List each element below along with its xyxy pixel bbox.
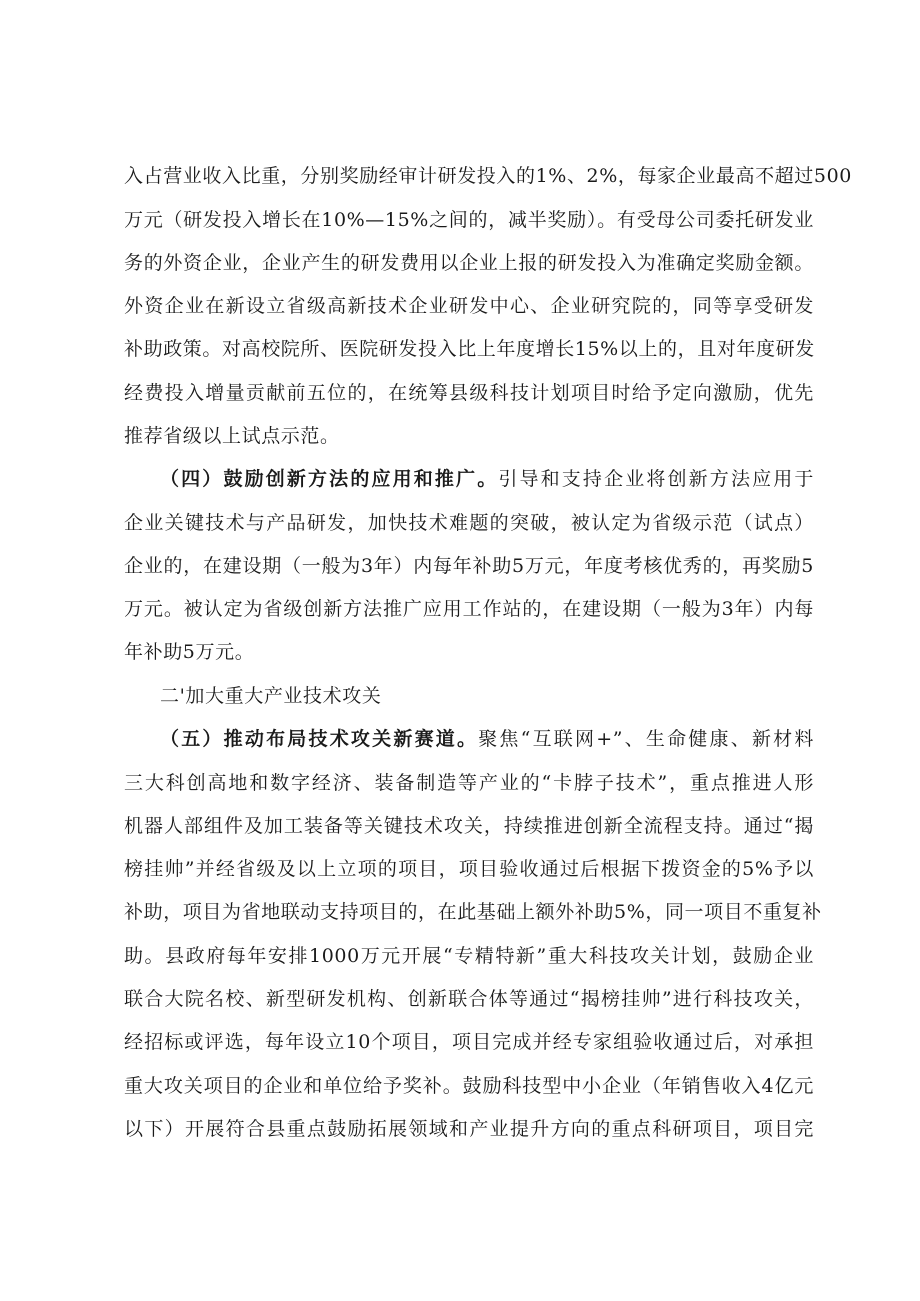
text-line: 三大科创高地和数字经济、装备制造等产业的“卡脖子技术”，重点推进人形 xyxy=(124,772,814,794)
text-line: 入占营业收入比重，分别奖励经审计研发投入的1%、2%，每家企业最高不超过500 xyxy=(124,165,852,187)
text-line: 企业关键技术与产品研发，加快技术难题的突破，被认定为省级示范（试点） xyxy=(124,512,814,534)
text-line: 联合大院名校、新型研发机构、创新联合体等通过“揭榜挂帅”进行科技攻关， xyxy=(124,988,814,1010)
section-4-first-text: 引导和支持企业将创新方法应用于 xyxy=(498,468,814,490)
section-5-heading: （五）推动布局技术攻关新赛道。 xyxy=(160,728,479,750)
text-line: 经费投入增量贡献前五位的，在统筹县级科技计划项目时给予定向激励，优先 xyxy=(124,382,814,404)
text-line: 以下）开展符合县重点鼓励拓展领域和产业提升方向的重点科研项目，项目完 xyxy=(124,1118,814,1140)
text-line: 补助政策。对高校院所、医院研发投入比上年度增长15%以上的，且对年度研发 xyxy=(124,338,815,360)
section-5-first-line xyxy=(160,727,814,751)
text-line: 万元（研发投入增长在10%—15%之间的，减半奖励）。有受母公司委托研发业 xyxy=(124,209,814,231)
part-2-heading: 二'加大重大产业技术攻关 xyxy=(160,685,382,707)
text-line: 经招标或评选，每年设立10个项目，项目完成并经专家组验收通过后，对承担 xyxy=(124,1031,814,1053)
text-line: 务的外资企业，企业产生的研发费用以企业上报的研发投入为准确定奖励金额。 xyxy=(124,252,814,274)
text-line: 重大攻关项目的企业和单位给予奖补。鼓励科技型中小企业（年销售收入4亿元 xyxy=(124,1075,814,1097)
text-line: 万元。被认定为省级创新方法推广应用工作站的，在建设期（一般为3年）内每 xyxy=(124,598,814,620)
text-line: 推荐省级以上试点示范。 xyxy=(124,425,340,447)
section-4-heading: （四）鼓励创新方法的应用和推广。 xyxy=(160,468,499,490)
text-line: 榜挂帅”并经省级及以上立项的项目，项目验收通过后根据下拨资金的5%予以 xyxy=(124,858,814,880)
text-line: 助。县政府每年安排1000万元开展“专精特新”重大科技攻关计划，鼓励企业 xyxy=(124,945,814,967)
text-line: 外资企业在新设立省级高新技术企业研发中心、企业研究院的，同等享受研发 xyxy=(124,295,814,317)
section-5-first-text: 聚焦“互联网+”、生命健康、新材料 xyxy=(478,728,814,750)
text-line: 机器人部组件及加工装备等关键技术攻关，持续推进创新全流程支持。通过“揭 xyxy=(124,815,814,837)
text-line: 企业的，在建设期（一般为3年）内每年补助5万元，年度考核优秀的，再奖励5 xyxy=(124,555,814,577)
text-line: 补助，项目为省地联动支持项目的，在此基础上额外补助5%，同一项目不重复补 xyxy=(124,901,822,923)
section-4-first-line xyxy=(160,467,814,491)
text-line: 年补助5万元。 xyxy=(124,641,255,663)
